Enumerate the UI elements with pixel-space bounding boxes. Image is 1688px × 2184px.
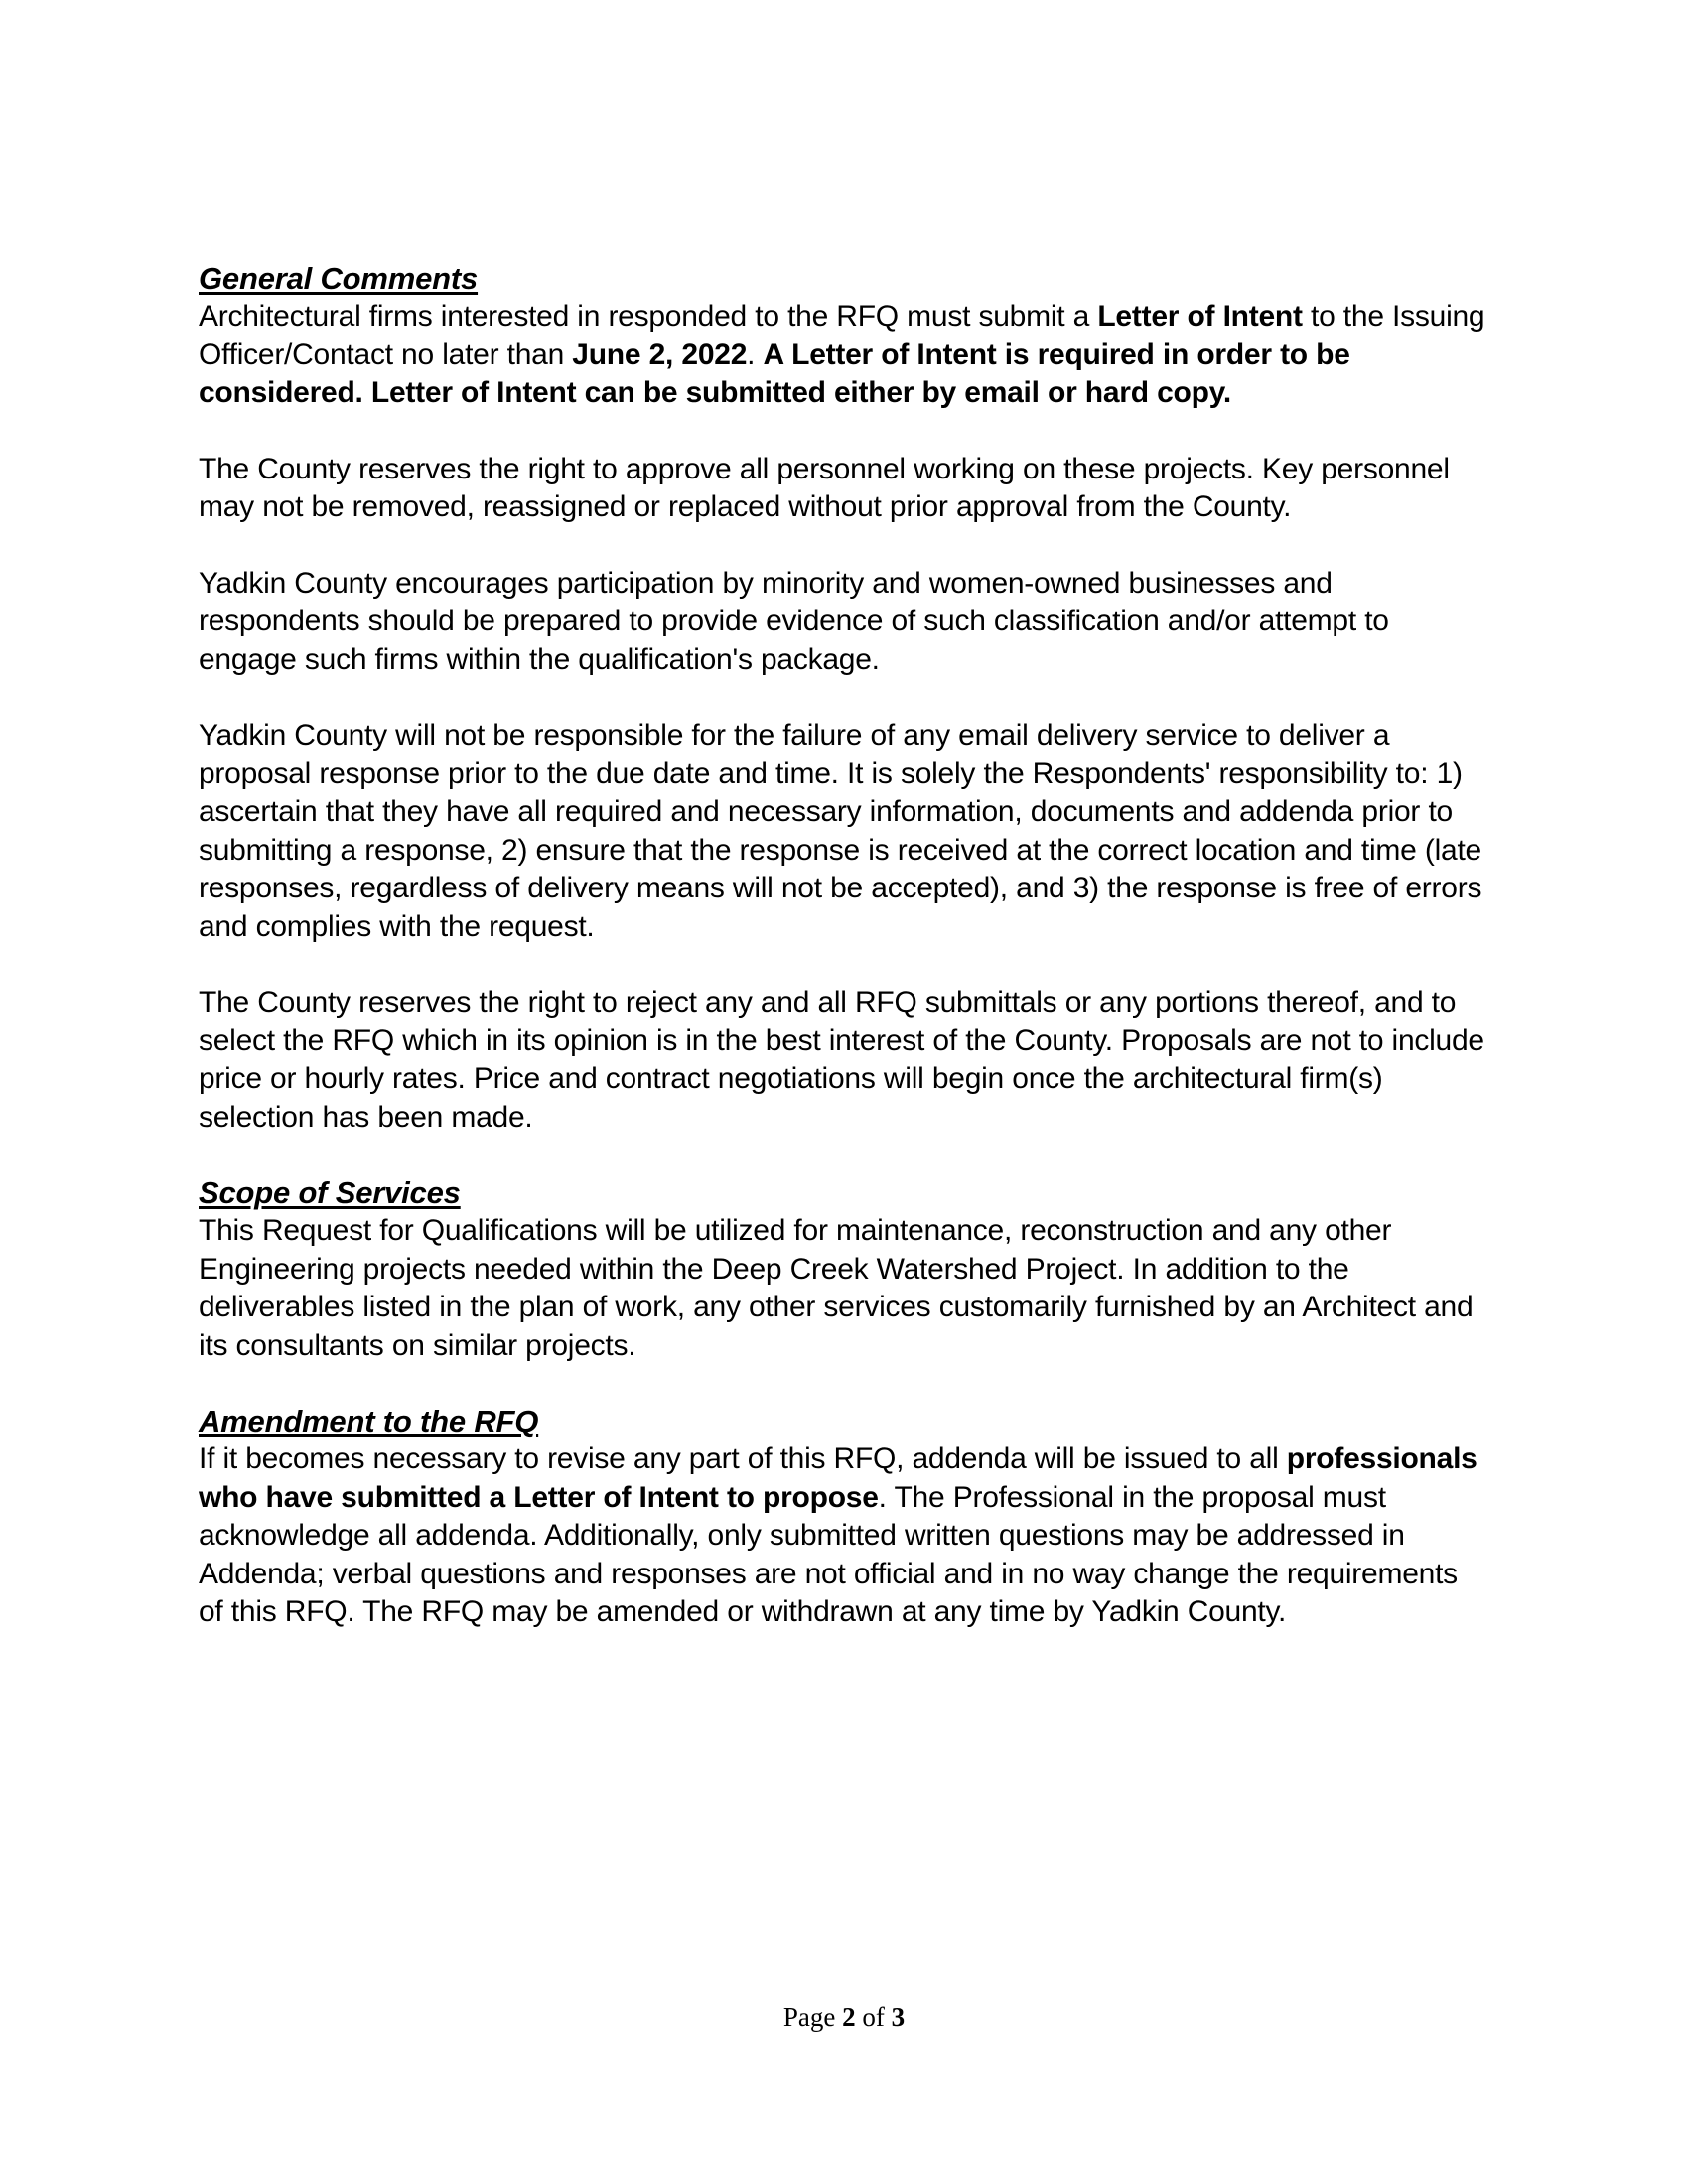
text-run-bold: Letter of Intent [1097, 300, 1303, 333]
text-run: to the Issuing Officer/Contact no later than [199, 300, 1485, 371]
paragraph-spacer [199, 946, 1489, 984]
section-heading-amendment-to-the-rfq: Amendment to the RFQ [199, 1404, 539, 1438]
paragraph-email-delivery-disclaimer [199, 717, 1489, 946]
text-run-bold: A Letter of Intent is required in order to be considered. Letter of Intent can be submitted either by email or hard copy. [199, 338, 1350, 409]
section-scope-of-services [199, 1174, 1489, 1365]
paragraph-amendment-body [199, 1440, 1489, 1632]
paragraph-spacer [199, 527, 1489, 565]
paragraph-scope-body [199, 1212, 1489, 1365]
text-run: . The Professional in the proposal must acknowledge all addenda. Additionally, only submitted written questions may be addressed in Addenda; verbal questions and responses are not official and in no way change the requirements of this RFQ. The RFQ may be amended or withdrawn at any time by Yadkin County. [199, 1480, 1458, 1628]
paragraph-spacer [199, 413, 1489, 451]
text-run: Yadkin County will not be responsible for the failure of any email delivery service to deliver a proposal response prior to the due date and time. It is solely the Respondents' responsibility to: 1) ascertain that they have all required and necessary information, documents and addenda prior to submitting a response, 2) ensure that the response is received at the correct location and time (late responses, regardless of delivery means will not be accepted), and 3) the response is free of errors and complies with the request. [199, 719, 1482, 943]
text-run: Yadkin County encourages participation by minority and women-owned businesses and respondents should be prepared to provide evidence of such classification and/or attempt to engage such firms within the qualification's package. [199, 566, 1389, 676]
footer-current-page: 2 [842, 2002, 856, 2032]
paragraph-right-to-reject [199, 984, 1489, 1137]
section-spacer [199, 1365, 1489, 1403]
footer-total-pages: 3 [891, 2002, 906, 2032]
paragraph-letter-of-intent [199, 298, 1489, 413]
text-run-bold: June 2, 2022 [572, 338, 748, 371]
text-run-bold: professionals who have submitted a Letter of Intent to propose [199, 1442, 1477, 1514]
paragraph-minority-women-owned [199, 565, 1489, 680]
text-run: Architectural firms interested in responded to the RFQ must submit a [199, 300, 1098, 333]
paragraph-spacer [199, 679, 1489, 717]
paragraph-personnel-approval [199, 451, 1489, 527]
section-heading-general-comments: General Comments [199, 261, 479, 296]
footer-page-prefix: Page [782, 2002, 843, 2032]
section-amendment-to-the-rfq [199, 1403, 1489, 1632]
section-general-comments [199, 260, 1489, 1137]
document-body [199, 260, 1489, 1632]
text-run: If it becomes necessary to revise any part of this RFQ, addenda will be issued to all [199, 1442, 1287, 1475]
section-heading-scope-of-services: Scope of Services [199, 1175, 461, 1210]
text-run: The County reserves the right to approve all personnel working on these projects. Key personnel may not be removed, reassigned or replaced without prior approval from the County. [199, 452, 1450, 523]
text-run: . [747, 338, 764, 371]
text-run: The County reserves the right to reject any and all RFQ submittals or any portions thereof, and to select the RFQ which in its opinion is in the best interest of the County. Proposals are not to include price or hourly rates. Price and contract negotiations will begin once the architectural firm(s) selection has been made. [199, 986, 1484, 1134]
text-run: This Request for Qualifications will be utilized for maintenance, reconstruction and any other Engineering projects needed within the Deep Creek Watershed Project. In addition to the deliverables listed in the plan of work, any other services customarily furnished by an Architect and its consultants on similar projects. [199, 1214, 1474, 1362]
footer-page-middle: of [855, 2002, 892, 2032]
section-spacer [199, 1137, 1489, 1174]
page-footer [0, 2001, 1688, 2033]
